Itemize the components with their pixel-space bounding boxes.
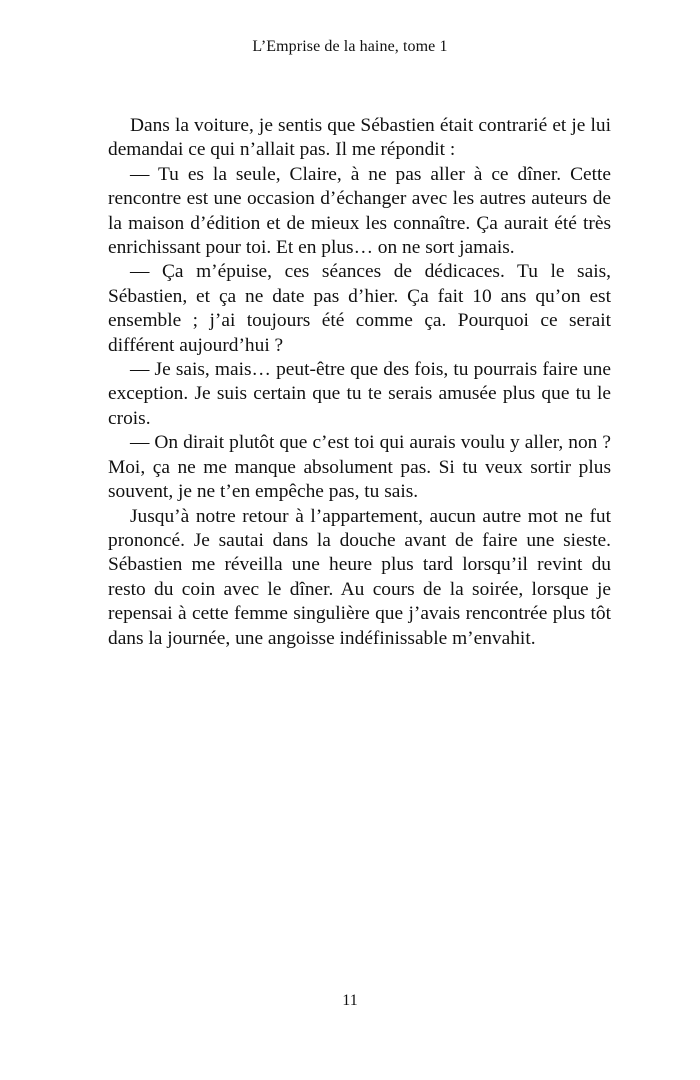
running-header-title: L’Emprise de la haine, tome 1: [252, 38, 448, 55]
paragraph-3: — Ça m’épuise, ces séances de dédicaces. Tu le sais, Sébastien, et ça ne date pas d’hier. Ça fait 10 ans qu’on est ensemble ; j’ai toujours été comme ça. Pourquoi ce serait différent aujourd’hui ?: [108, 261, 611, 356]
paragraph-4: — Je sais, mais… peut-être que des fois, tu pourrais faire une exception. Je suis certain que tu te serais amusée plus que tu le crois.: [108, 359, 611, 429]
paragraph-2: — Tu es la seule, Claire, à ne pas aller à ce dîner. Cette rencontre est une occasion d’échanger avec les autres auteurs de la maison d’édition et de mieux les connaître. Ça aurait été très enrichissant pour toi. Et en plus… on ne sort jamais.: [108, 163, 611, 259]
paragraph-1: Dans la voiture, je sentis que Sébastien était contrarié et je lui demandai ce qui n’allait pas. Il me répondit :: [108, 115, 611, 161]
paragraph-6: Jusqu’à notre retour à l’appartement, aucun autre mot ne fut prononcé. Je sautai dans la douche avant de faire une sieste. Sébastien me réveilla une heure plus tard lorsqu’il revint du resto du coin avec le dîner. Au cours de la soirée, lorsque je repensai à cette femme singulière que j’avais rencontrée plus tôt dans la journée, une angoisse indéfinissable m’envahit.: [108, 505, 611, 649]
body-text: [108, 114, 611, 651]
paragraph-5: — On dirait plutôt que c’est toi qui aurais voulu y aller, non ? Moi, ça ne me manque absolument pas. Si tu veux sortir plus souvent, je ne t’en empêche pas, tu sais.: [108, 432, 611, 503]
page-number: 11: [342, 992, 358, 1009]
